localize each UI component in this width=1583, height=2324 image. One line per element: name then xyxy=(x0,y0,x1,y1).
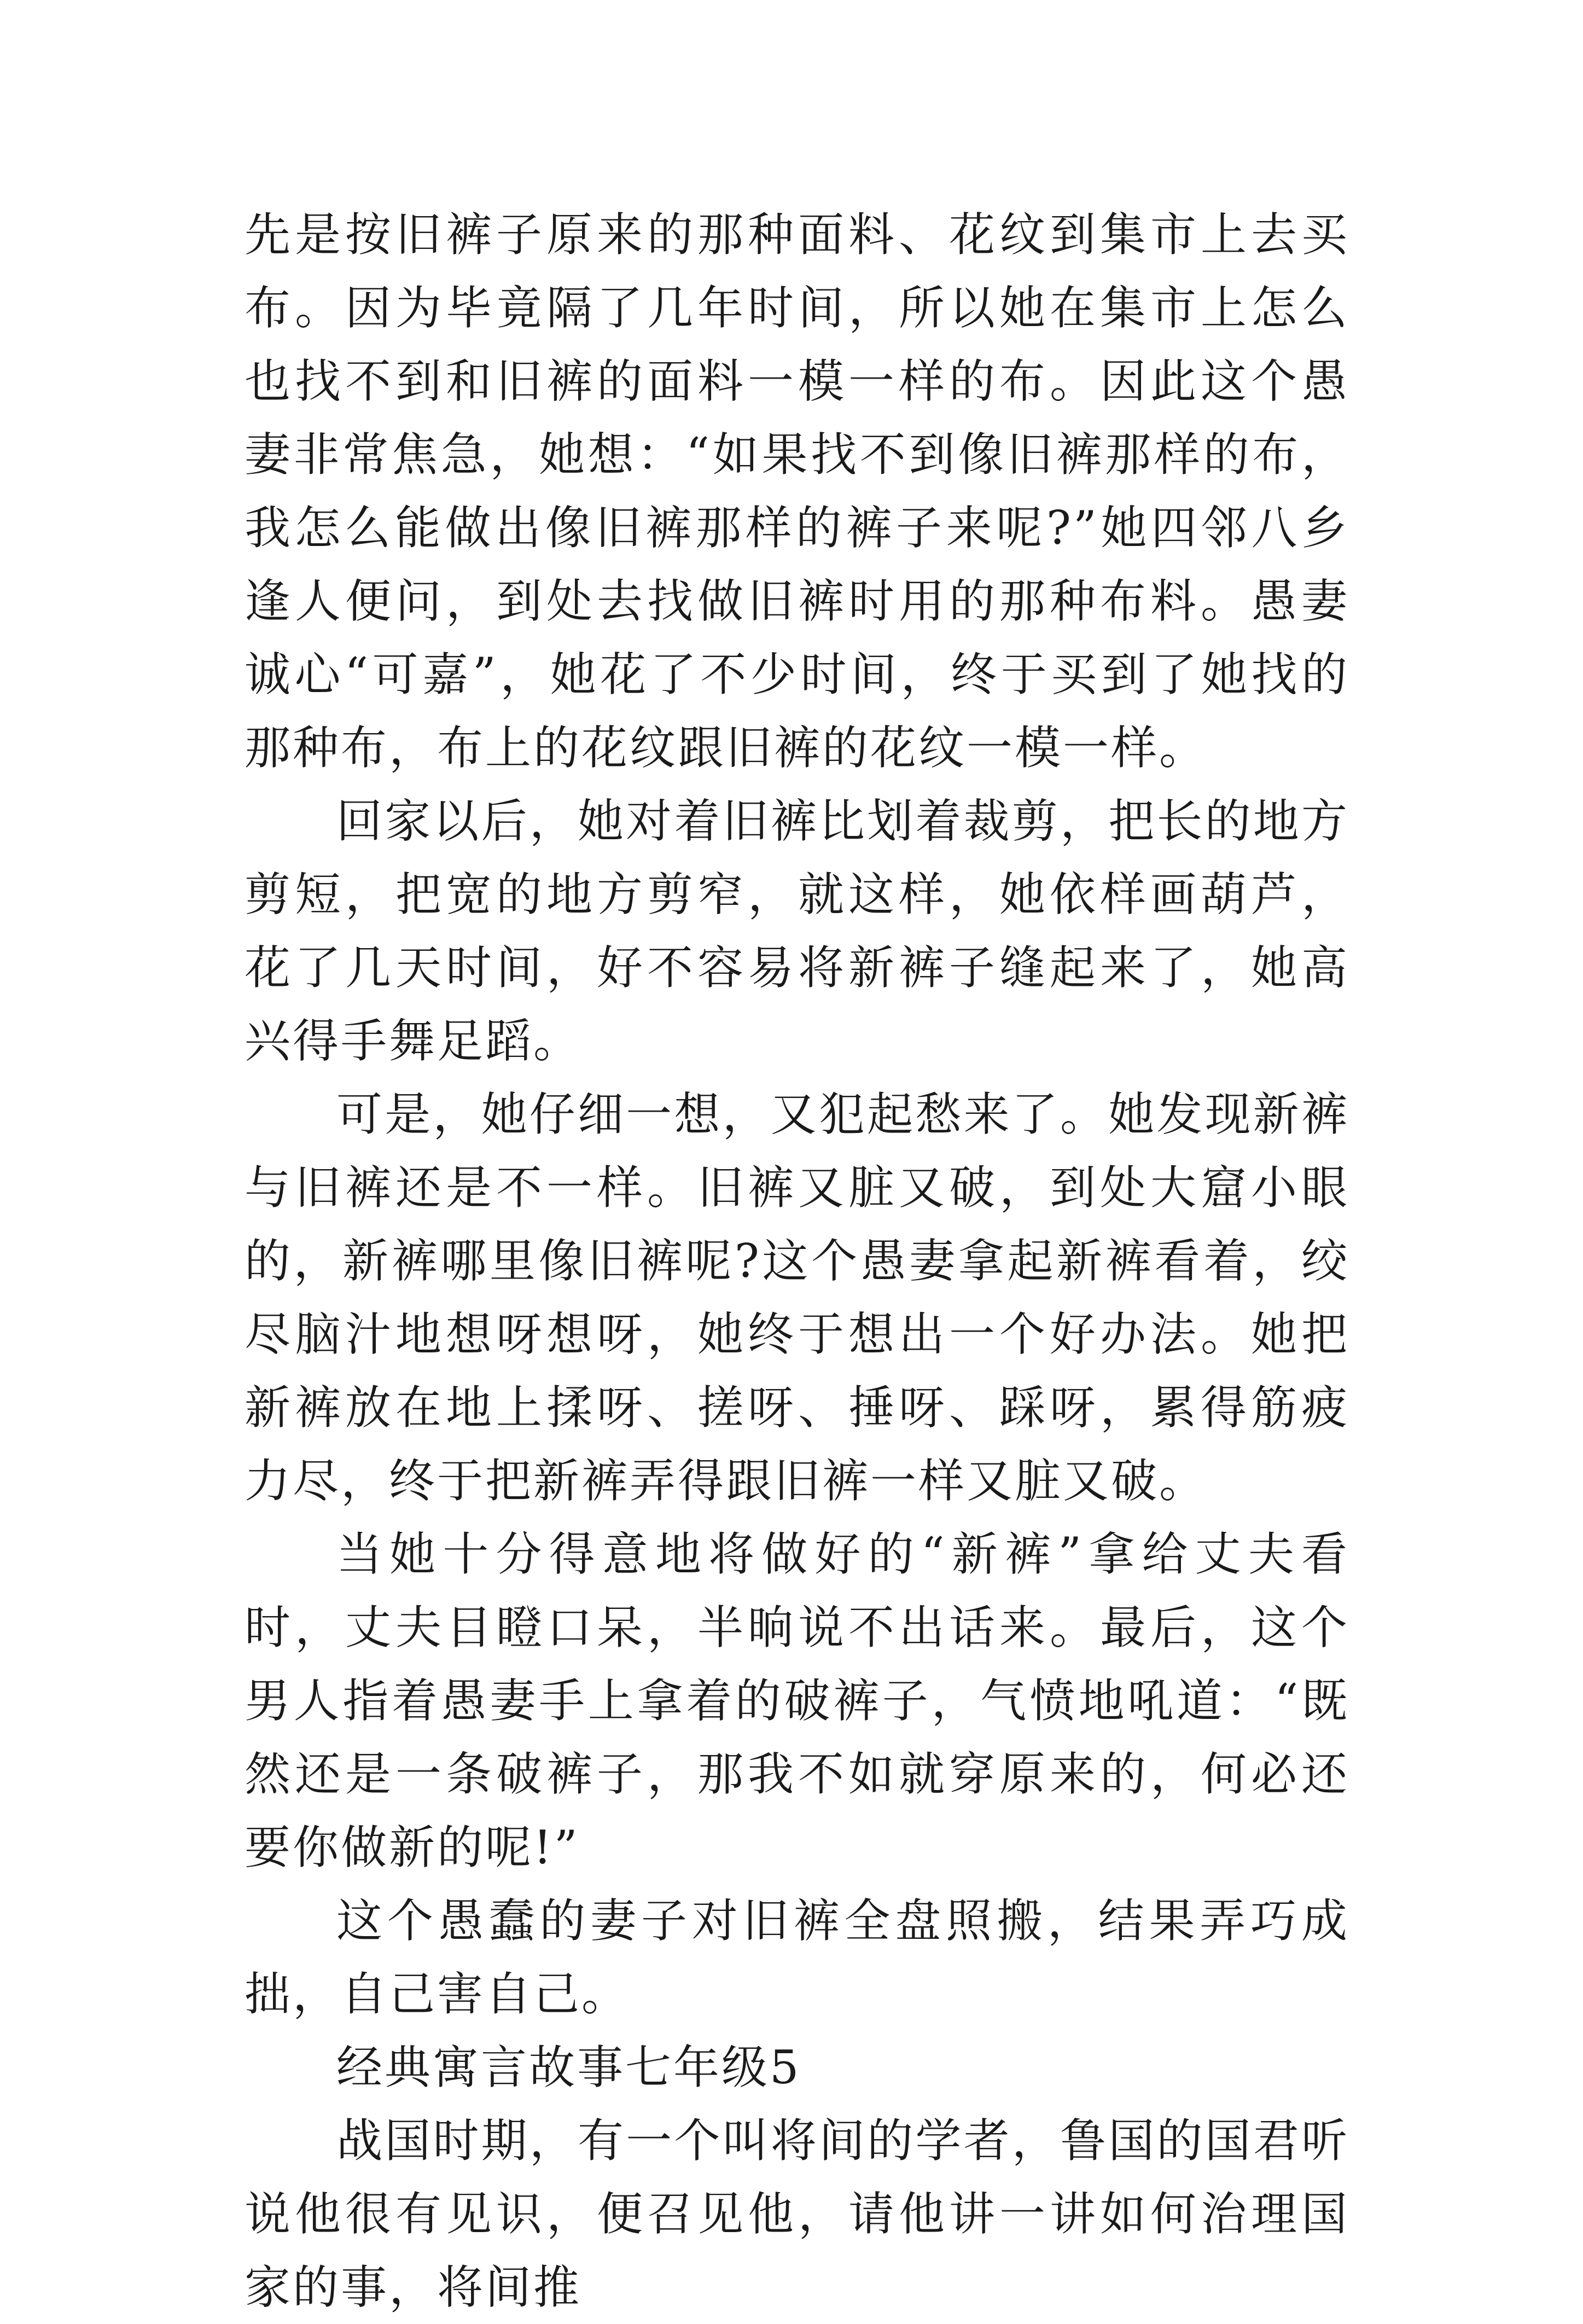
section-heading: 经典寓言故事七年级5 xyxy=(336,2041,801,2094)
paragraph-continued: 先是按旧裤子原来的那种面料、花纹到集市上去买布。因为毕竟隔了几年时间，所以她在集市上怎么也找不到和旧裤的面料一模一样的布。因此这个愚妻非常焦急，她想：“如果找不到像旧裤那样的布，我怎么能做出像旧裤那样的裤子来呢?”她四邻八乡逢人便问，到处去找做旧裤时用的那种布料。愚妻诚心“可嘉”，她花了不少时间，终于买到了她找的那种布，布上的花纹跟旧裤的花纹一模一样。 xyxy=(245,208,1349,775)
paragraph: 当她十分得意地将做好的“新裤”拿给丈夫看时，丈夫目瞪口呆，半晌说不出话来。最后，这个男人指着愚妻手上拿着的破裤子，气愤地吼道：“既然还是一条破裤子，那我不如就穿原来的，何必还要你做新的呢!” xyxy=(245,1527,1349,1874)
paragraph: 可是，她仔细一想，又犯起愁来了。她发现新裤与旧裤还是不一样。旧裤又脏又破，到处大窟小眼的，新裤哪里像旧裤呢?这个愚妻拿起新裤看着，绞尽脑汁地想呀想呀，她终于想出一个好办法。她把新裤放在地上揉呀、搓呀、捶呀、踩呀，累得筋疲力尽，终于把新裤弄得跟旧裤一样又脏又破。 xyxy=(245,1088,1349,1508)
body-text-column xyxy=(245,198,1349,2324)
paragraph: 回家以后，她对着旧裤比划着裁剪，把长的地方剪短，把宽的地方剪窄，就这样，她依样画葫芦，花了几天时间，好不容易将新裤子缝起来了，她高兴得手舞足蹈。 xyxy=(245,794,1349,1068)
paragraph: 这个愚蠢的妻子对旧裤全盘照搬，结果弄巧成拙，自己害自己。 xyxy=(245,1894,1349,2021)
paragraph: 战国时期，有一个叫将间的学者，鲁国的国君听说他很有见识，便召见他，请他讲一讲如何治理国家的事，将间推 xyxy=(245,2114,1349,2314)
